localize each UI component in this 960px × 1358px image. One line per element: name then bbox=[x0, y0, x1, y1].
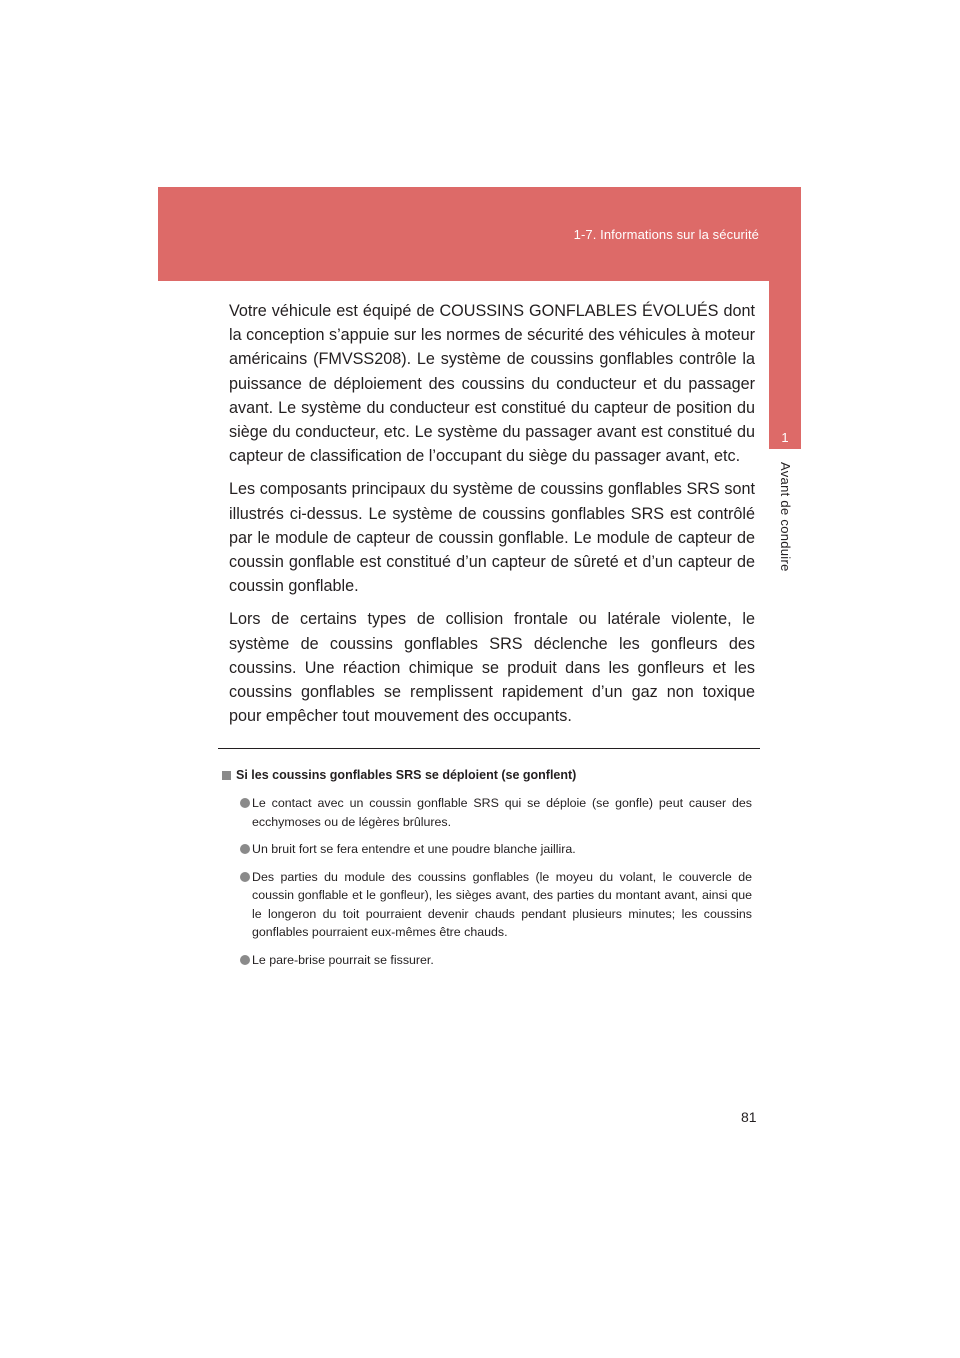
list-item-text: Un bruit fort se fera entendre et une poudre blanche jaillira. bbox=[252, 842, 576, 856]
chapter-label: Avant de conduire bbox=[778, 462, 793, 572]
list-item bbox=[222, 951, 752, 970]
paragraph: Votre véhicule est équipé de COUSSINS GONFLABLES ÉVOLUÉS dont la conception s’appuie sur les normes de sécurité des véhicules à moteur américains (FMVSS208). Le système de coussins gonflables contrôle la puissance de déploiement des coussins du conducteur et du passager avant. Le système du conducteur est constitué du capteur de position du siège du conducteur, etc. Le système du passager avant est constitué du capteur de classification de l’occupant du siège du passager avant, etc. bbox=[229, 302, 755, 466]
circle-bullet-icon bbox=[240, 872, 250, 882]
list-item bbox=[222, 840, 752, 859]
chapter-tab bbox=[769, 281, 801, 449]
circle-bullet-icon bbox=[240, 955, 250, 965]
list-item bbox=[222, 868, 752, 942]
paragraph: Les composants principaux du système de coussins gonflables SRS sont illustrés ci-dessus. Le système de coussins gonflables SRS est contrôlé par le module de capteur de coussin gonflable. Le module de capteur de coussin gonflable est constitué d’un capteur de sûreté et d’un capteur de coussin gonflable. bbox=[229, 480, 755, 596]
chapter-number: 1 bbox=[781, 430, 789, 445]
header-band bbox=[158, 187, 801, 281]
list-item-text: Des parties du module des coussins gonflables (le moyeu du volant, le couvercle de coussin gonflable et le gonfleur), les sièges avant, des parties du montant avant, ainsi que le longeron du toit pourraient devenir chauds pendant plusieurs minutes; les coussins gonflables pourraient eux-mêmes être chauds. bbox=[252, 869, 752, 939]
section-divider bbox=[218, 748, 760, 749]
list-item bbox=[222, 794, 752, 831]
notes-section bbox=[222, 768, 752, 978]
section-title: 1-7. Informations sur la sécurité bbox=[573, 227, 759, 242]
page-number: 81 bbox=[741, 1109, 757, 1125]
list-item-text: Le contact avec un coussin gonflable SRS qui se déploie (se gonfle) peut causer des ecchymoses ou de légères brûlures. bbox=[252, 796, 752, 829]
paragraph: Lors de certains types de collision frontale ou latérale violente, le système de coussins gonflables SRS déclenche les gonfleurs des coussins. Une réaction chimique se produit dans les gonfleurs et les coussins gonflables se remplissent rapidement d’un gaz non toxique pour empêcher tout mouvement des occupants. bbox=[229, 610, 755, 726]
square-icon bbox=[222, 771, 231, 780]
main-body bbox=[229, 299, 755, 737]
list-item-text: Le pare-brise pourrait se fissurer. bbox=[252, 952, 434, 967]
circle-bullet-icon bbox=[240, 798, 250, 808]
notes-heading-text: Si les coussins gonflables SRS se déploient (se gonflent) bbox=[236, 768, 577, 782]
circle-bullet-icon bbox=[240, 844, 250, 854]
notes-heading bbox=[222, 768, 752, 782]
